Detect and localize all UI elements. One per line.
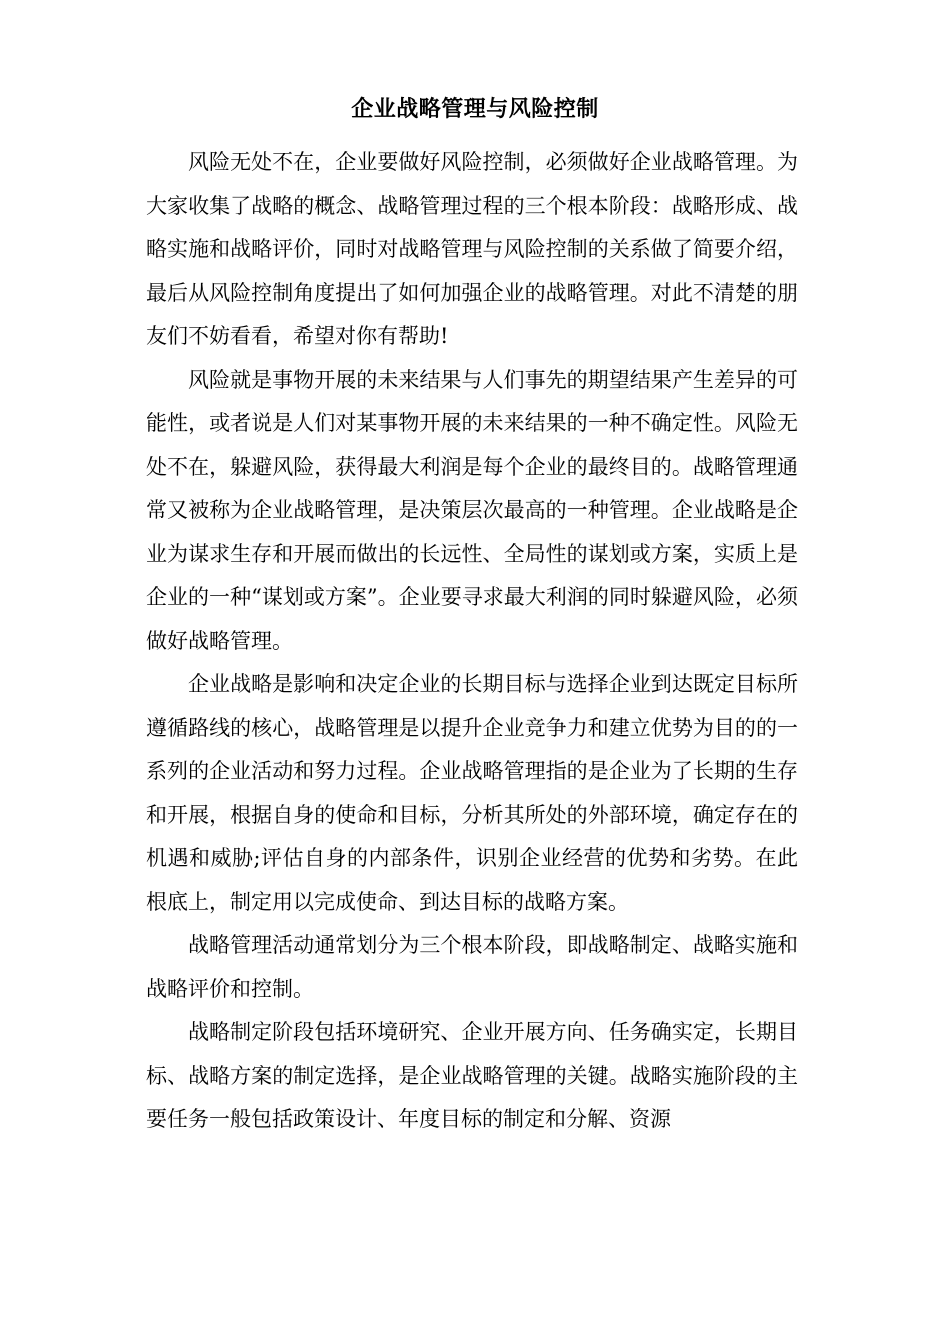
- document-title: 企业战略管理与风险控制: [351, 96, 599, 122]
- paragraph-formulation-stage: 战略制定阶段包括环境研究、企业开展方向、任务确实定，长期目标、战略方案的制定选择，是企业战略管理的关键。战略实施阶段的主要任务一般包括政策设计、年度目标的制定和分解、资源: [146, 1020, 798, 1131]
- document-body: [146, 141, 798, 1142]
- paragraph-three-stages: 战略管理活动通常划分为三个根本阶段，即战略制定、战略实施和战略评价和控制。: [146, 933, 798, 1001]
- paragraph-intro: 风险无处不在，企业要做好风险控制，必须做好企业战略管理。为大家收集了战略的概念、战略管理过程的三个根本阶段：战略形成、战略实施和战略评价，同时对战略管理与风险控制的关系做了简要介绍，最后从风险控制角度提出了如何加强企业的战略管理。对此不清楚的朋友们不妨看看，希望对你有帮助!: [146, 150, 798, 348]
- paragraph-risk-definition: 风险就是事物开展的未来结果与人们事先的期望结果产生差异的可能性，或者说是人们对某事物开展的未来结果的一种不确定性。风险无处不在，躲避风险，获得最大利润是每个企业的最终目的。战略管理通常又被称为企业战略管理，是决策层次最高的一种管理。企业战略是企业为谋求生存和开展而做出的长远性、全局性的谋划或方案，实质上是企业的一种“谋划或方案”。企业要寻求最大利润的同时躲避风险，必须做好战略管理。: [146, 367, 798, 653]
- paragraph-strategy-core: 企业战略是影响和决定企业的长期目标与选择企业到达既定目标所遵循路线的核心，战略管理是以提升企业竞争力和建立优势为目的的一系列的企业活动和努力过程。企业战略管理指的是企业为了长期的生存和开展，根据自身的使命和目标，分析其所处的外部环境，确定存在的机遇和威胁;评估自身的内部条件，识别企业经营的优势和劣势。在此根底上，制定用以完成使命、到达目标的战略方案。: [146, 672, 798, 914]
